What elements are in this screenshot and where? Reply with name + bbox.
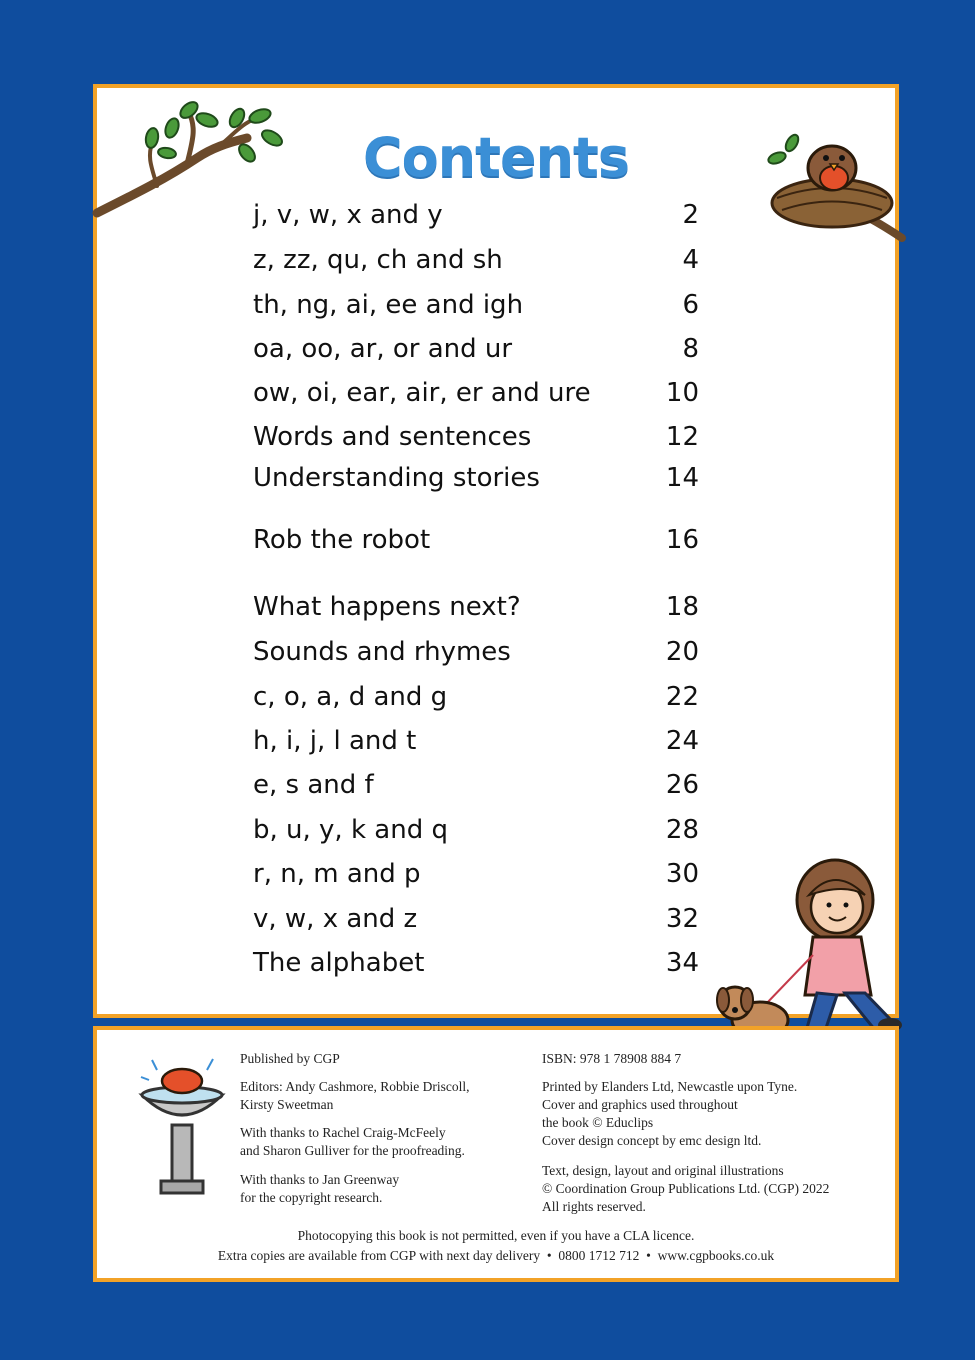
- toc-label: th, ng, ai, ee and igh: [253, 290, 524, 320]
- toc-row: [253, 200, 699, 240]
- imprint-panel: [93, 1026, 899, 1282]
- branch-illustration: [97, 98, 287, 228]
- rights-line: Text, design, layout and original illustrations: [542, 1163, 784, 1178]
- thanks-copyright: [240, 1171, 399, 1207]
- editors-line: Editors: Andy Cashmore, Robbie Driscoll,: [240, 1079, 470, 1094]
- toc-label: j, v, w, x and y: [253, 200, 443, 230]
- toc-page-number: 26: [665, 770, 699, 800]
- toc-page-number: 14: [665, 463, 699, 493]
- girl-walking-dog-illustration: [705, 855, 915, 1055]
- toc-page-number: 4: [682, 245, 699, 275]
- toc-page-number: 10: [665, 378, 699, 408]
- toc-row: [253, 682, 699, 722]
- toc-label: oa, oo, ar, or and ur: [253, 334, 513, 364]
- toc-page-number: 22: [665, 682, 699, 712]
- toc-label: r, n, m and p: [253, 859, 421, 889]
- isbn: ISBN: 978 1 78908 884 7: [542, 1051, 682, 1066]
- toc-row: [253, 637, 699, 677]
- toc-page-number: 16: [665, 525, 699, 555]
- editors: [240, 1078, 469, 1114]
- toc-label: Sounds and rhymes: [253, 637, 511, 667]
- thanks-proofreading-line: With thanks to Rachel Craig-McFeely: [240, 1125, 446, 1140]
- toc-page-number: 2: [682, 200, 699, 230]
- toc-label: c, o, a, d and g: [253, 682, 448, 712]
- toc-label: What happens next?: [253, 592, 521, 622]
- bird-nest-illustration: [762, 118, 902, 238]
- thanks-copyright-line: With thanks to Jan Greenway: [240, 1172, 400, 1187]
- toc-row: [253, 334, 699, 374]
- toc-row: [253, 463, 699, 503]
- bird-bath-illustration: [137, 1055, 227, 1205]
- rights: [542, 1162, 829, 1216]
- thanks-copyright-line: for the copyright research.: [240, 1190, 383, 1205]
- toc-row: [253, 859, 699, 899]
- printed-line: Cover design concept by emc design ltd.: [542, 1133, 762, 1148]
- toc-row: [253, 525, 699, 565]
- toc-row: [253, 290, 699, 330]
- toc-page-number: 8: [682, 334, 699, 364]
- toc-row: [253, 592, 699, 632]
- toc-label: Words and sentences: [253, 422, 532, 452]
- printed-line: Printed by Elanders Ltd, Newcastle upon Tyne.: [542, 1079, 798, 1094]
- toc-row: [253, 904, 699, 944]
- toc-row: [253, 815, 699, 855]
- toc-label: b, u, y, k and q: [253, 815, 448, 845]
- printed-by: [542, 1078, 797, 1150]
- toc-row: [253, 726, 699, 766]
- toc-page-number: 18: [665, 592, 699, 622]
- toc-label: Rob the robot: [253, 525, 431, 555]
- extra-copies-note: Extra copies are available from CGP with next day delivery • 0800 1712 712 • www.cgpbooks.co.uk: [217, 1248, 775, 1263]
- toc-page-number: 24: [665, 726, 699, 756]
- published-by: Published by CGP: [240, 1051, 340, 1066]
- toc-page-number: 34: [665, 948, 699, 978]
- toc-page-number: 12: [665, 422, 699, 452]
- toc-page-number: 6: [682, 290, 699, 320]
- toc-page-number: 20: [665, 637, 699, 667]
- thanks-proofreading-line: and Sharon Gulliver for the proofreading.: [240, 1143, 465, 1158]
- toc-label: e, s and f: [253, 770, 374, 800]
- toc-row: [253, 422, 699, 462]
- toc-row: [253, 378, 699, 418]
- printed-line: Cover and graphics used throughout: [542, 1097, 738, 1112]
- page-title: Contents: [362, 126, 629, 189]
- toc-label: h, i, j, l and t: [253, 726, 417, 756]
- toc-row: [253, 245, 699, 285]
- toc-label: The alphabet: [253, 948, 425, 978]
- toc-row: [253, 770, 699, 810]
- thanks-proofreading: [240, 1124, 465, 1160]
- toc-page-number: 30: [665, 859, 699, 889]
- toc-row: [253, 948, 699, 988]
- rights-line: © Coordination Group Publications Ltd. (CGP) 2022: [542, 1181, 830, 1196]
- toc-page-number: 32: [665, 904, 699, 934]
- editors-line: Kirsty Sweetman: [240, 1097, 334, 1112]
- toc-label: Understanding stories: [253, 463, 540, 493]
- rights-line: All rights reserved.: [542, 1199, 646, 1214]
- photocopy-note: Photocopying this book is not permitted, even if you have a CLA licence.: [297, 1228, 695, 1243]
- printed-line: the book © Educlips: [542, 1115, 654, 1130]
- toc-page-number: 28: [665, 815, 699, 845]
- toc-label: v, w, x and z: [253, 904, 418, 934]
- toc-label: ow, oi, ear, air, er and ure: [253, 378, 591, 408]
- toc-label: z, zz, qu, ch and sh: [253, 245, 503, 275]
